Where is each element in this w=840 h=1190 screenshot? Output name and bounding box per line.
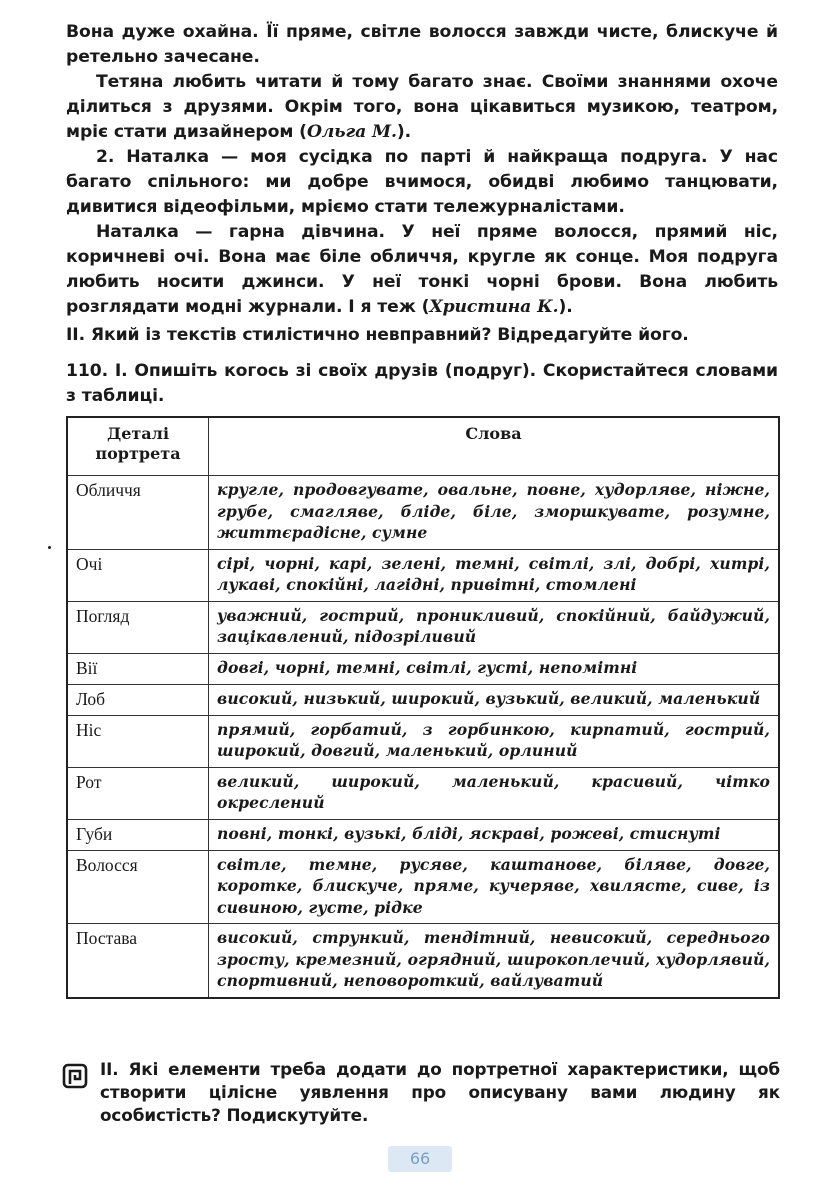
paragraph-2-end: ). — [396, 122, 412, 142]
author-olga: Ольга М. — [306, 122, 397, 142]
row-term: Обличчя — [67, 476, 209, 550]
group-discussion-icon — [62, 1063, 88, 1089]
paragraph-2-text: Тетяна любить читати й тому багато знає. Своїми знаннями охоче ділиться з друзями. Окрім того, вона цікавиться музикою, театром, мріє стати дизайнером ( — [66, 72, 778, 142]
row-term: Ніс — [67, 715, 209, 767]
row-words: кругле, продовгувате, овальне, повне, худорляве, ніжне, грубе, смагляве, бліде, біле, зморшкувате, розумне, життєрадісне, сумне — [209, 476, 780, 550]
author-khrystyna: Христина К. — [429, 297, 559, 317]
paragraph-3: 2. Наталка — моя сусідка по парті й найкраща подруга. У нас багато спільного: ми добре вчимося, обидві любимо танцювати, дивитися відеофільми, мріємо стати тележурналістами. — [66, 147, 778, 217]
paragraph-2 — [66, 70, 778, 145]
paragraph-4-text: Наталка — гарна дівчина. У неї пряме волосся, прямий ніс, коричневі очі. Вона має біле обличчя, кругле як сонце. Моя подруга любить носити джинси. У неї тонкі чорні брови. Вона любить розглядати модні журнали. І я теж ( — [66, 222, 778, 317]
row-words: високий, стрункий, тендітний, невисокий, середнього зросту, кремезний, огрядний, широкоплечий, худорлявий, спортивний, неповороткий, вайлуватий — [209, 924, 780, 998]
paragraph-1: Вона дуже охайна. Її пряме, світле волосся завжди чисте, блискуче й ретельно зачесане. — [66, 22, 778, 67]
row-words: уважний, гострий, проникливий, спокійний, байдужий, зацікавлений, підозріливий — [209, 601, 780, 653]
table-row — [67, 476, 779, 550]
table-row — [67, 653, 779, 684]
row-term: Губи — [67, 819, 209, 850]
row-term: Погляд — [67, 601, 209, 653]
table-row — [67, 715, 779, 767]
table-row — [67, 767, 779, 819]
row-words: повні, тонкі, вузькі, бліді, яскраві, рожеві, стиснуті — [209, 819, 780, 850]
row-term: Вії — [67, 653, 209, 684]
task-2 — [100, 1058, 780, 1127]
row-words: світле, темне, русяве, каштанове, біляве, довге, коротке, блискуче, пряме, кучеряве, хвилясте, сиве, із сивиною, густе, рідке — [209, 850, 780, 924]
task-2-text: II. Які елементи треба додати до портретної характеристики, щоб створити цілісне уявлення про описувану вами людину як особистість? Подискутуйте. — [100, 1059, 780, 1125]
question-2: II. Який із текстів стилістично невправний? Відредагуйте його. — [66, 325, 689, 345]
row-words: прямий, горбатий, з горбинкою, кирпатий, гострий, широкий, довгий, маленький, орлиний — [209, 715, 780, 767]
exercise-110 — [66, 359, 778, 409]
exercise-text: I. Опишіть когось зі своїх друзів (подруг). Скористайтеся словами з таблиці. — [66, 361, 778, 406]
row-term: Рот — [67, 767, 209, 819]
paragraph-4 — [66, 220, 778, 320]
page-body — [66, 20, 778, 409]
row-words: великий, широкий, маленький, красивий, чітко окреслений — [209, 767, 780, 819]
table-row — [67, 924, 779, 998]
table-row — [67, 549, 779, 601]
table-row — [67, 684, 779, 715]
row-term: Постава — [67, 924, 209, 998]
row-words: високий, низький, широкий, вузький, великий, маленький — [209, 684, 780, 715]
stray-dot — [48, 546, 51, 549]
table-row — [67, 850, 779, 924]
portrait-words-table — [66, 416, 780, 999]
table-row — [67, 601, 779, 653]
page-number: 66 — [388, 1146, 452, 1172]
header-details: Деталі портрета — [67, 417, 209, 476]
exercise-number: 110. — [66, 361, 109, 381]
row-term: Лоб — [67, 684, 209, 715]
paragraph-4-end: ). — [558, 297, 573, 317]
row-words: сірі, чорні, карі, зелені, темні, світлі, злі, добрі, хитрі, лукаві, спокійні, лагідні, привітні, стомлені — [209, 549, 780, 601]
row-words: довгі, чорні, темні, світлі, густі, непомітні — [209, 653, 780, 684]
row-term: Очі — [67, 549, 209, 601]
table-header-row — [67, 417, 779, 476]
header-words: Слова — [209, 417, 780, 476]
row-term: Волосся — [67, 850, 209, 924]
table-row — [67, 819, 779, 850]
